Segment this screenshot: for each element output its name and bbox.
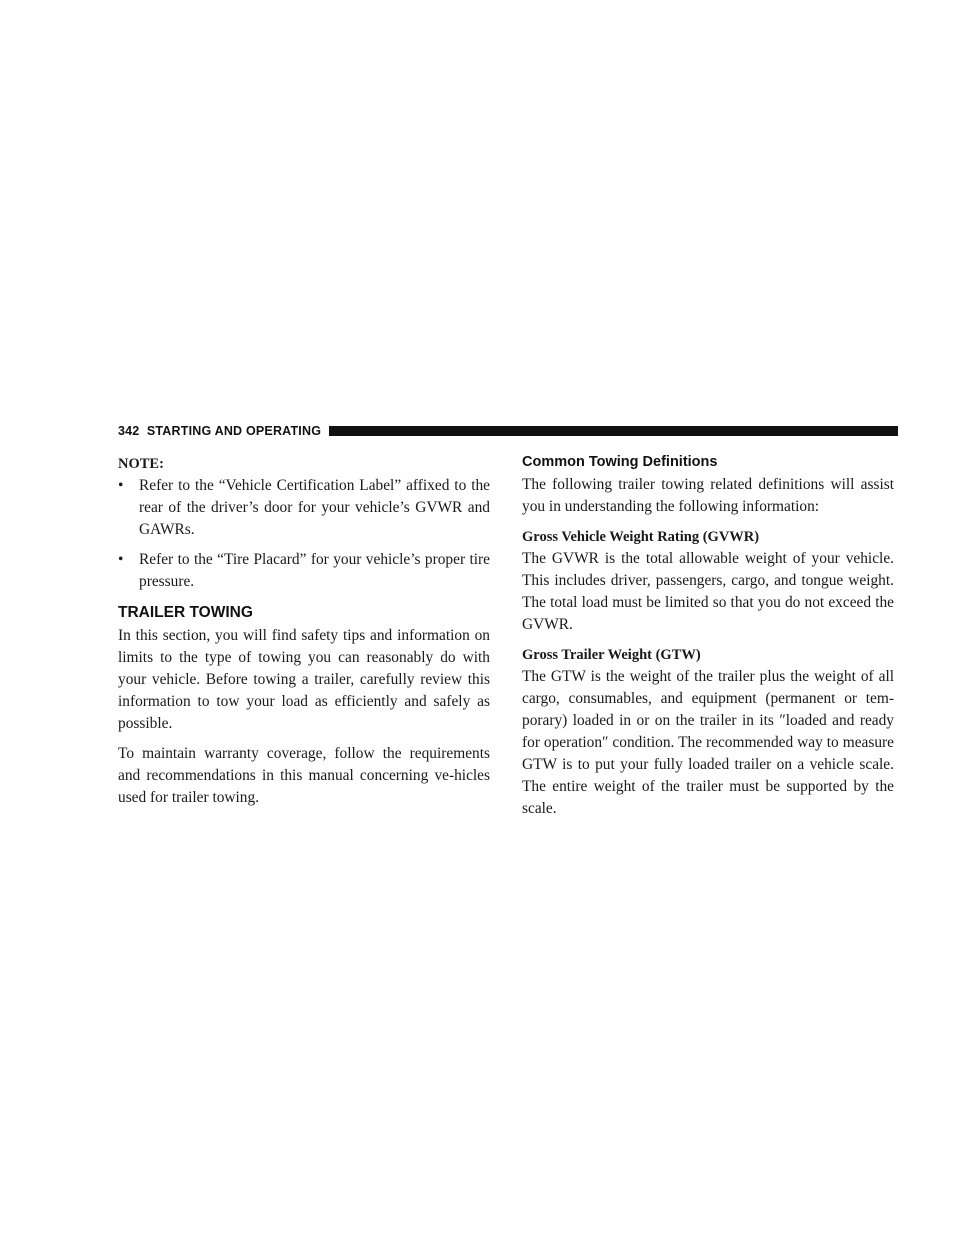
section-title: STARTING AND OPERATING	[146, 424, 322, 438]
gvwr-text: The GVWR is the total allowable weight of your vehicle. This includes driver, passengers, cargo, and tongue weight. The total load must be limited so that you do not exceed the GVWR.	[522, 550, 894, 633]
bullet-glyph: •	[118, 551, 124, 568]
note-item	[118, 549, 490, 593]
trailer-towing-paragraph-2: To maintain warranty coverage, follow the requirements and recommendations in this manual concerning ve-hicles used for trailer towing.	[118, 745, 490, 806]
gtw-text: The GTW is the weight of the trailer plus the weight of all cargo, consumables, and equipment (permanent or tem-porary) loaded in or on the trailer in its ″loaded and ready for operation″ condition. The recommended way to measure GTW is to put your fully loaded trailer on a vehicle scale. The entire weight of the trailer must be supported by the scale.	[522, 668, 894, 817]
note-item-text: Refer to the “Vehicle Certification Label” affixed to the rear of the driver’s door for your vehicle’s GVWR and GAWRs.	[139, 477, 490, 538]
bullet-glyph: •	[118, 477, 124, 494]
page-number: 342	[118, 424, 140, 438]
trailer-towing-heading: TRAILER TOWING	[118, 604, 253, 621]
gvwr-title: Gross Vehicle Weight Rating (GVWR)	[522, 529, 760, 545]
note-item	[118, 475, 490, 541]
page-header-text	[118, 424, 329, 438]
page-header	[118, 423, 898, 439]
note-item-text: Refer to the “Tire Placard” for your vehicle’s proper tire pressure.	[139, 551, 490, 590]
note-title: NOTE:	[118, 456, 164, 472]
trailer-towing-paragraph-1: In this section, you will find safety tips and information on limits to the type of towing you can reasonably do with your vehicle. Before towing a trailer, carefully review this information to tow your load as efficiently and safely as possible.	[118, 627, 490, 732]
note-list	[118, 475, 490, 593]
left-column	[118, 452, 490, 809]
common-towing-definitions-heading: Common Towing Definitions	[522, 454, 718, 470]
gtw-title: Gross Trailer Weight (GTW)	[522, 647, 701, 663]
definitions-intro: The following trailer towing related definitions will assist you in understanding the following information:	[522, 476, 894, 515]
right-column	[522, 452, 894, 820]
header-rule	[329, 426, 898, 436]
